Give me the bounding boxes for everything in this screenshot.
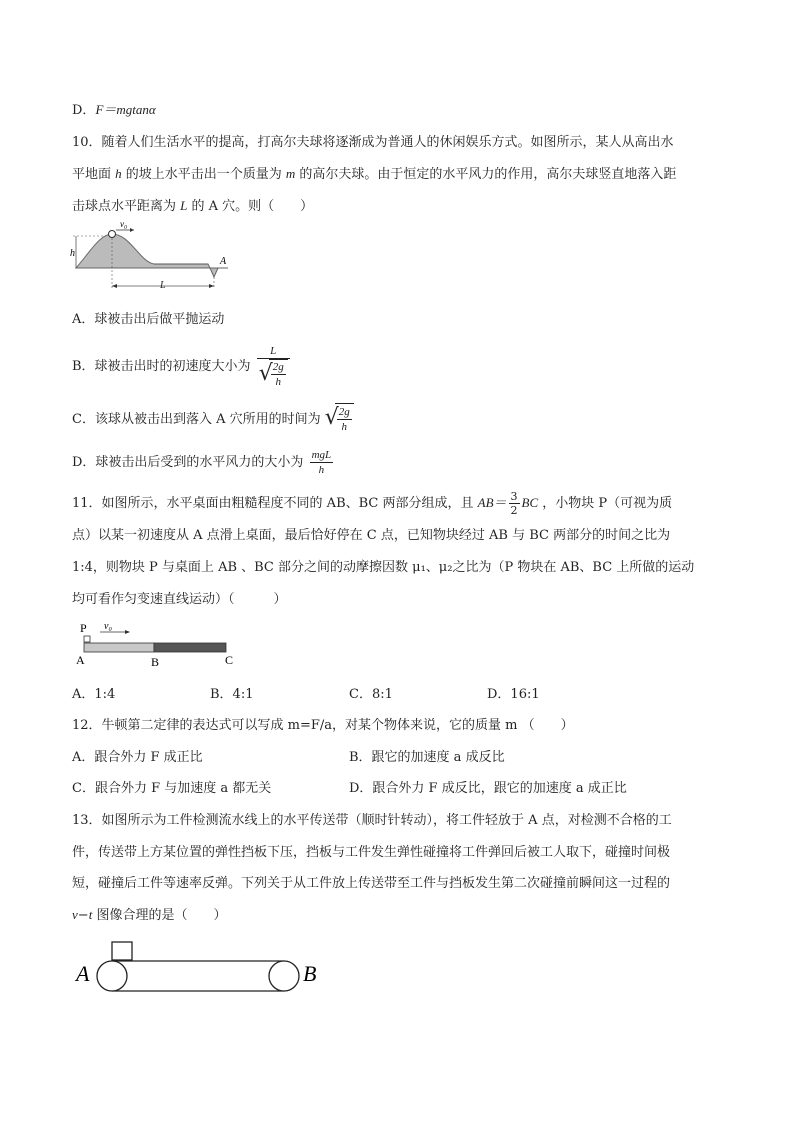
q10-option-b: B．球被击出时的初速度大小为 L √ $\frac{2g}{h}$ — [72, 342, 722, 392]
q13-stem-line3: 短，碰撞后工件等速率反弹。下列关于从工件放上传送带至工件与挡板发生第二次碰撞前瞬间这一过程的 — [72, 876, 671, 891]
q11-segment-AB — [84, 643, 154, 652]
q10-fig-label-A: A — [220, 256, 227, 267]
q11-block-P — [84, 636, 90, 642]
q11-fig-label-B: B — [151, 655, 160, 668]
q11-option-d: D．16:1 — [487, 687, 540, 702]
q11-stem-line2: 点）以某一初速度从 A 点滑上桌面，最后恰好停在 C 点，已知物块经过 AB 与 BC 两部分的时间之比为 — [72, 528, 671, 543]
q10-stem-line3: 击球点水平距离为 L 的 A 穴。则（ ） — [72, 198, 314, 214]
q13-stem-line2: 件，传送带上方某位置的弹性挡板下压，挡板与工件发生弹性碰撞将工件弹回后被工人取下，碰撞时间极 — [72, 845, 671, 860]
q9-option-d-formula: F＝mgtanα — [95, 102, 156, 117]
q12-option-c: C．跟合外力 F 与加速度 a 都无关 — [72, 781, 272, 796]
q11-fig-label-P: P — [80, 621, 87, 635]
q10-stem-line1: 10．随着人们生活水平的提高，打高尔夫球将逐渐成为普通人的休闲娱乐方式。如图所示，某人从高出水 — [72, 135, 674, 150]
q10-golf-ball — [109, 231, 116, 238]
q10-fig-label-h: h — [70, 248, 75, 259]
q10-stem-line2: 平地面 h 的坡上水平击出一个质量为 m 的高尔夫球。由于恒定的水平风力的作用，高尔夫球竖直地落入距 — [72, 166, 677, 182]
q11-option-a: A．1:4 — [72, 687, 116, 702]
q10-option-c: C．该球从被击出到落入 A 穴所用的时间为 √ $\frac{2g}{h}$ — [72, 403, 722, 436]
q13-conveyor-figure — [74, 938, 334, 998]
q12-option-d: D．跟合外力 F 成反比，跟它的加速度 a 成正比 — [349, 781, 627, 796]
q10-golf-figure — [70, 222, 240, 294]
q10-fig-label-L: L — [160, 280, 166, 291]
q11-table-figure — [74, 616, 244, 668]
q10-option-a: A．球被击出后做平抛运动 — [72, 312, 225, 327]
q12-option-b: B．跟它的加速度 a 成反比 — [349, 750, 505, 765]
q12-option-a: A．跟合外力 F 成正比 — [72, 750, 203, 765]
q12-stem: 12．牛顿第二定律的表达式可以写成 m=F/a，对某个物体来说，它的质量 m （ ） — [72, 718, 574, 733]
q13-fig-label-A: A — [76, 961, 90, 986]
q10-fig-label-v0: v₀ — [120, 222, 128, 229]
q13-stem-line1: 13．如图所示为工件检测流水线上的水平传送带（顺时针转动），将工件轻放于 A 点，对检测不合格的工 — [72, 813, 672, 828]
q11-stem-line4: 均可看作匀变速直线运动）（ ） — [72, 592, 287, 607]
q11-option-b: B．4:1 — [210, 687, 254, 702]
q13-fig-label-B: B — [303, 961, 317, 986]
q11-fig-label-v0: v₀ — [104, 621, 112, 632]
q11-fig-label-A: A — [76, 653, 85, 667]
q9-option-d: D．F＝mgtanα — [72, 102, 156, 118]
q13-stem-line4: v−t 图像合理的是（ ） — [72, 907, 227, 923]
q10-hill-shape — [76, 234, 228, 277]
q11-segment-BC — [154, 643, 226, 652]
q13-roller-B — [269, 961, 299, 991]
q13-roller-A — [97, 961, 127, 991]
q11-stem-line1: 11．如图所示，水平桌面由粗糙程度不同的 AB、BC 两部分组成，且 AB＝ $\frac{3}{2}$ BC ，小物块 P（可视为质 — [72, 490, 673, 517]
q11-option-c: C．8:1 — [349, 687, 393, 702]
q10-option-d: D．球被击出后受到的水平风力的大小为 $\frac{\text{mgL}}{h}$ — [72, 449, 332, 476]
q13-workpiece — [112, 942, 132, 960]
q11-stem-line3: 1:4，则物块 P 与桌面上 AB 、BC 部分之间的动摩擦因数 μ₁、μ₂之比为（P 物块在 AB、BC 上所做的运动 — [72, 560, 695, 575]
q11-fig-label-C: C — [225, 653, 234, 667]
